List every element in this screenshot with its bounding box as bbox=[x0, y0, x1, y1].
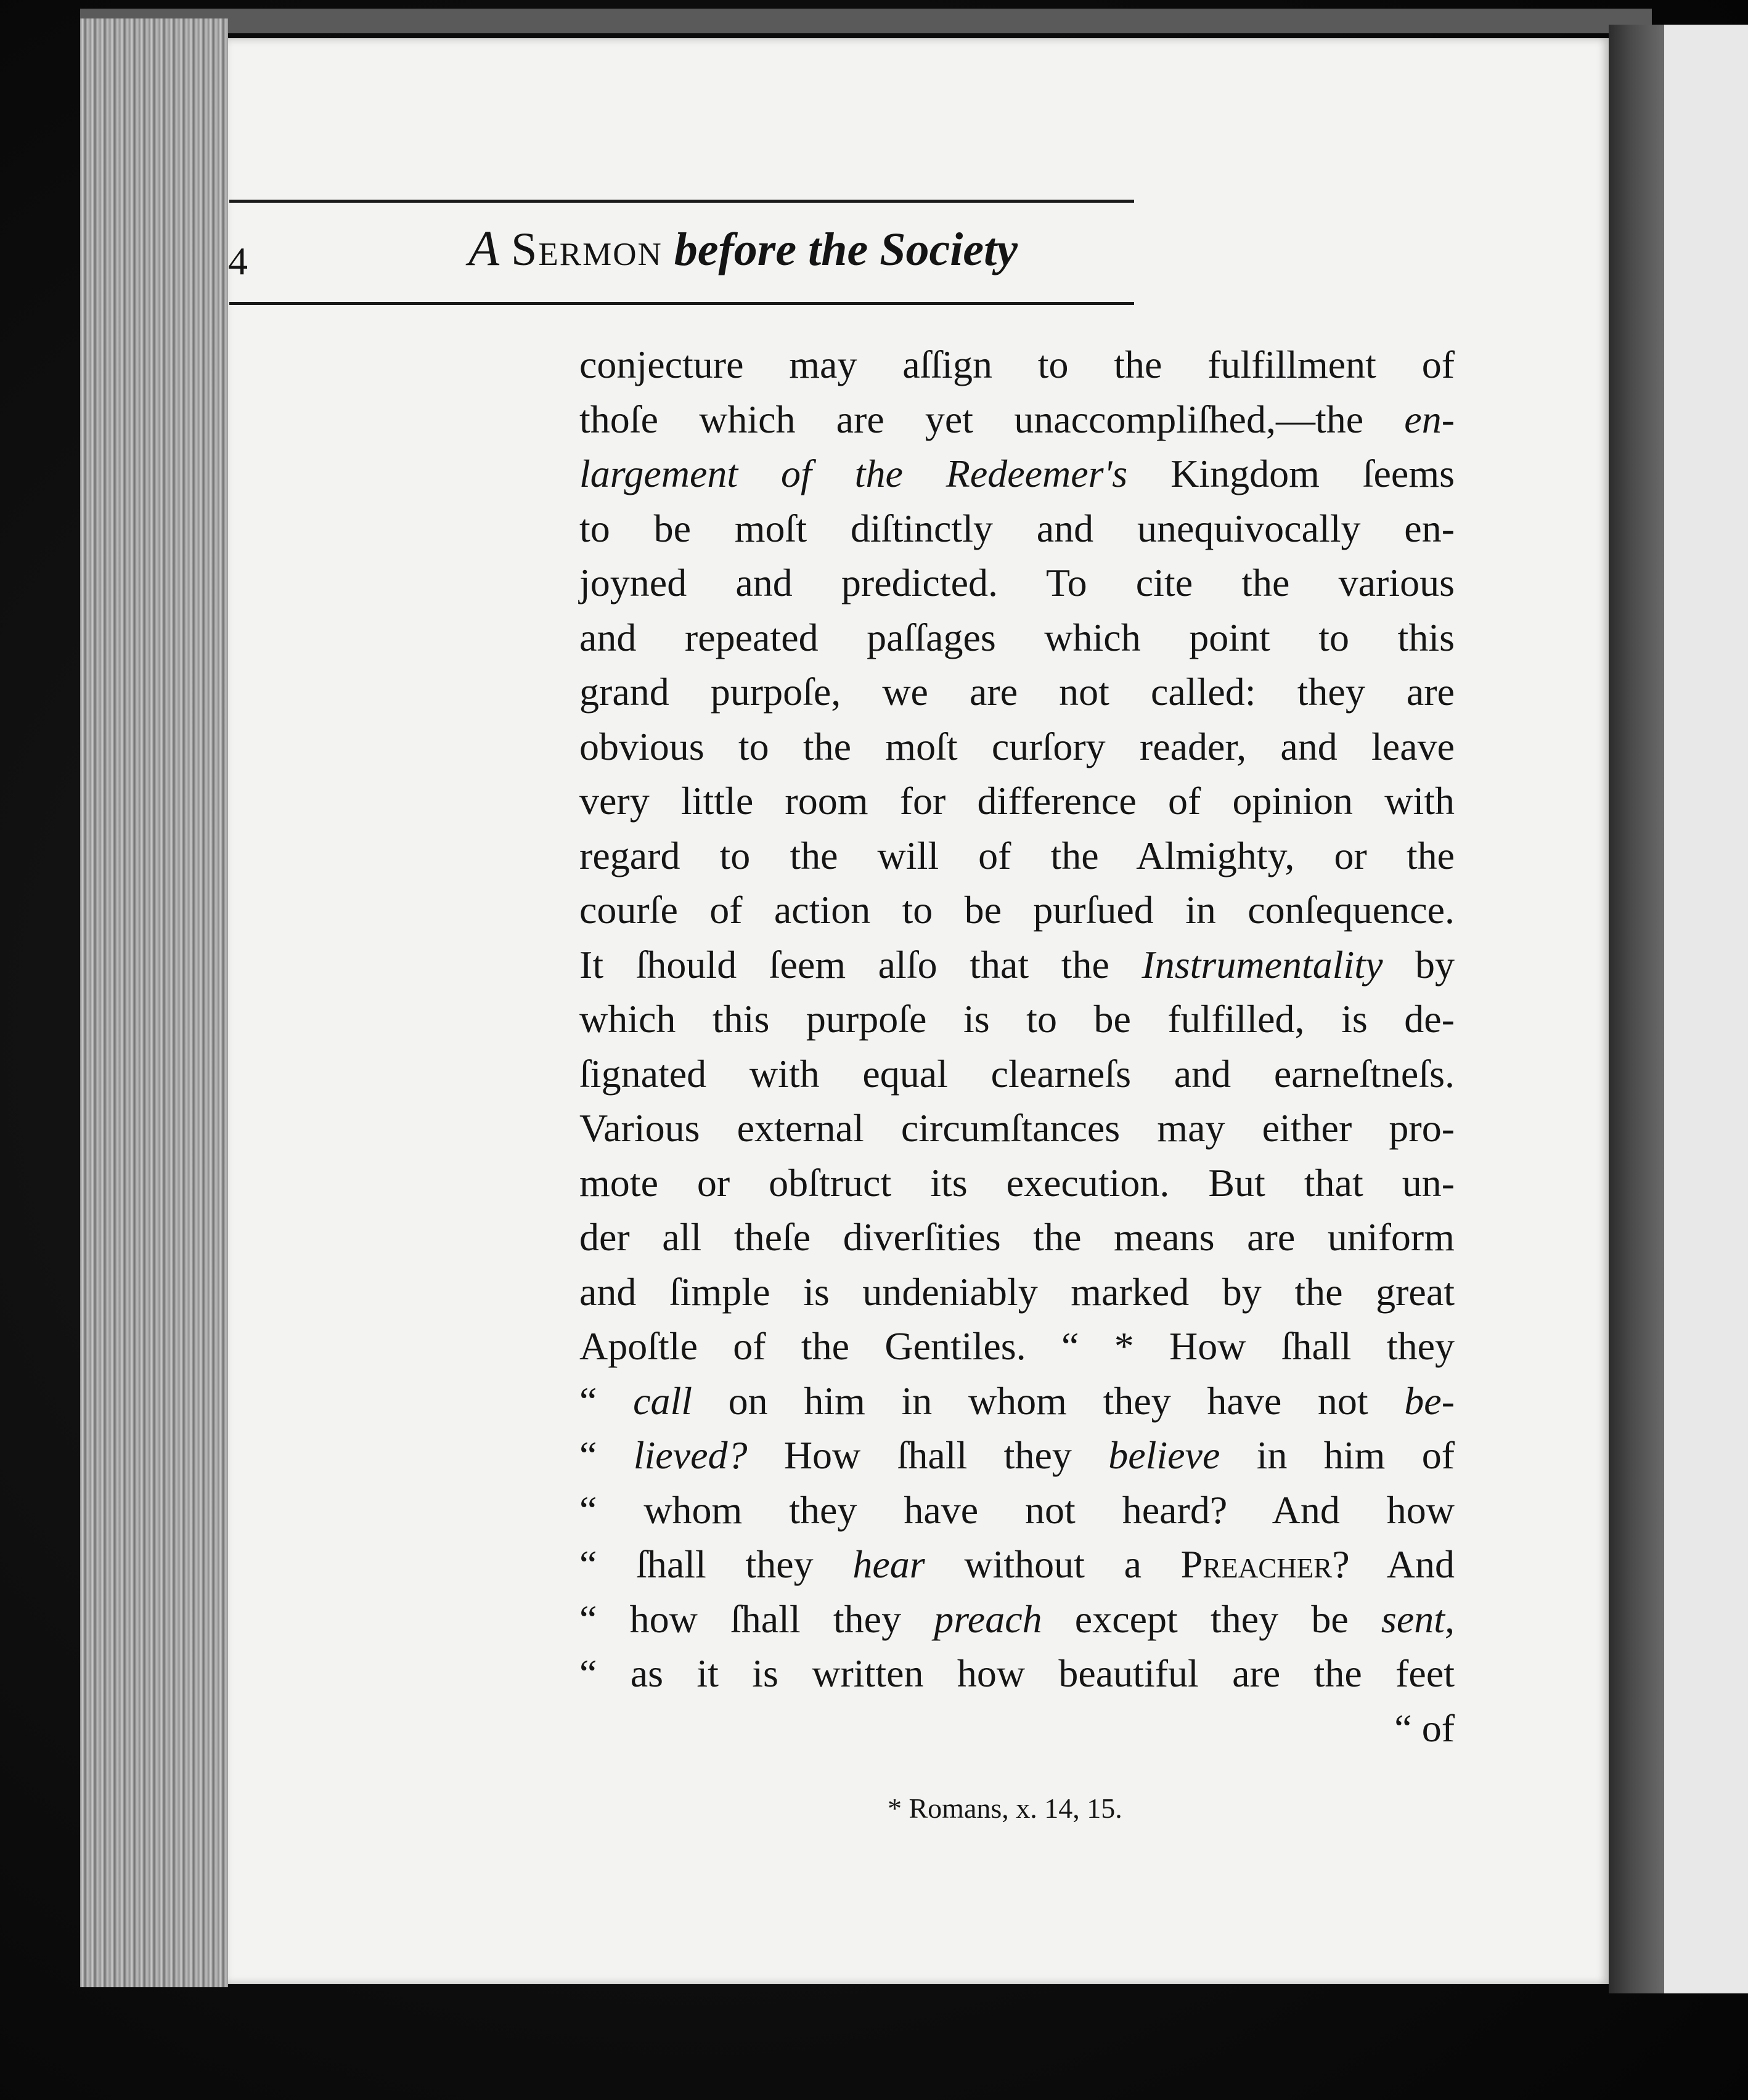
text-segment: and ſimple is undeniably marked by the great bbox=[579, 1269, 1455, 1314]
text-segment: joyned and predicted. To cite the various bbox=[579, 561, 1455, 604]
text-segment: believe bbox=[1108, 1433, 1220, 1477]
text-segment: ? And bbox=[1332, 1542, 1455, 1586]
text-segment: “ ſhall they bbox=[579, 1542, 853, 1586]
text-segment: conjecture may aſſign to the fulfillment of bbox=[579, 343, 1455, 386]
text-line bbox=[579, 774, 1455, 829]
text-line bbox=[579, 1701, 1455, 1756]
text-line bbox=[579, 1646, 1455, 1701]
text-line bbox=[579, 447, 1455, 502]
text-segment: mote or obſtruct its execution. But that un- bbox=[579, 1160, 1455, 1205]
text-segment: very little room for difference of opinion with bbox=[579, 779, 1455, 823]
text-segment: “ as it is written how beautiful are the feet bbox=[579, 1651, 1455, 1695]
text-line bbox=[579, 556, 1455, 611]
text-line bbox=[579, 1483, 1455, 1538]
text-line bbox=[579, 829, 1455, 884]
text-segment: without a bbox=[925, 1542, 1181, 1586]
page-number: 4 bbox=[228, 239, 248, 283]
text-line bbox=[579, 1265, 1455, 1320]
text-segment: obvious to the moſt curſory reader, and leave bbox=[579, 724, 1455, 768]
page-stack-top-edge bbox=[80, 9, 1652, 33]
page-stack-edges bbox=[80, 18, 228, 1987]
text-segment: “ how ſhall they bbox=[579, 1597, 934, 1641]
text-line bbox=[579, 1047, 1455, 1102]
text-line bbox=[579, 1592, 1455, 1647]
text-line bbox=[579, 720, 1455, 775]
text-segment: grand purpoſe, we are not called: they are bbox=[579, 670, 1455, 714]
gutter-shadow bbox=[1609, 25, 1664, 1993]
running-head bbox=[468, 220, 1165, 276]
text-line bbox=[579, 883, 1455, 938]
text-segment: en- bbox=[1404, 397, 1455, 441]
facing-page-edge bbox=[1664, 25, 1748, 1993]
text-line bbox=[579, 1374, 1455, 1429]
text-segment: “ bbox=[579, 1378, 634, 1423]
text-segment: courſe of action to be purſued in conſequence. bbox=[579, 888, 1455, 932]
body-text bbox=[579, 338, 1455, 1756]
header-rule-top bbox=[229, 200, 1134, 203]
text-segment: hear bbox=[852, 1542, 925, 1586]
header-rule-bottom bbox=[229, 302, 1134, 305]
text-segment: regard to the will of the Almighty, or the bbox=[579, 833, 1455, 877]
running-head-rest: before the Society bbox=[674, 224, 1018, 275]
text-line bbox=[579, 992, 1455, 1047]
text-line bbox=[579, 1156, 1455, 1211]
text-segment: and repeated paſſages which point to this bbox=[579, 615, 1455, 659]
text-segment: “ bbox=[579, 1433, 634, 1477]
text-segment: which this purpoſe is to be fulfilled, is de- bbox=[579, 997, 1455, 1041]
footnote: * Romans, x. 14, 15. bbox=[888, 1793, 1122, 1824]
text-segment: Kingdom ſeems bbox=[1127, 452, 1455, 495]
text-line bbox=[579, 393, 1455, 447]
text-segment: “ of bbox=[1394, 1706, 1455, 1750]
text-segment: Instrumentality bbox=[1142, 942, 1383, 987]
text-segment: in him of bbox=[1220, 1433, 1455, 1477]
text-segment: der all theſe diverſities the means are uniform bbox=[579, 1215, 1455, 1259]
text-segment: thoſe which are yet unaccompliſhed,—the bbox=[579, 397, 1405, 441]
text-segment: preach bbox=[934, 1597, 1042, 1641]
text-line bbox=[579, 665, 1455, 720]
running-head-initial: A bbox=[468, 220, 500, 276]
text-segment: call bbox=[633, 1378, 693, 1423]
text-line bbox=[579, 938, 1455, 993]
text-segment: largement of the Redeemer's bbox=[579, 452, 1128, 495]
text-segment: Preacher bbox=[1180, 1542, 1333, 1586]
running-head-sermon: Sermon bbox=[511, 224, 663, 275]
text-segment: “ whom they have not heard? And how bbox=[579, 1488, 1455, 1532]
text-segment: to be moſt diſtinctly and unequivocally en- bbox=[579, 506, 1455, 550]
text-line bbox=[579, 611, 1455, 665]
text-line bbox=[579, 1537, 1455, 1592]
text-line bbox=[579, 502, 1455, 556]
text-segment: How ſhall they bbox=[747, 1433, 1109, 1477]
text-segment: by bbox=[1382, 942, 1455, 987]
text-line bbox=[579, 1210, 1455, 1265]
text-segment: be- bbox=[1404, 1378, 1455, 1423]
text-line bbox=[579, 338, 1455, 393]
text-segment: ſignated with equal clearneſs and earneſtneſs. bbox=[579, 1051, 1455, 1096]
text-segment: except they be bbox=[1042, 1597, 1381, 1641]
text-segment: lieved? bbox=[633, 1433, 748, 1477]
text-segment: on him in whom they have not bbox=[692, 1378, 1405, 1423]
text-line bbox=[579, 1428, 1455, 1483]
text-segment: sent, bbox=[1381, 1597, 1455, 1641]
text-line bbox=[579, 1319, 1455, 1374]
text-segment: It ſhould ſeem alſo that the bbox=[579, 942, 1142, 987]
text-segment: Apoſtle of the Gentiles. “ * How ſhall they bbox=[579, 1324, 1455, 1368]
text-segment: Various external circumſtances may either pro- bbox=[579, 1106, 1455, 1150]
text-line bbox=[579, 1101, 1455, 1156]
